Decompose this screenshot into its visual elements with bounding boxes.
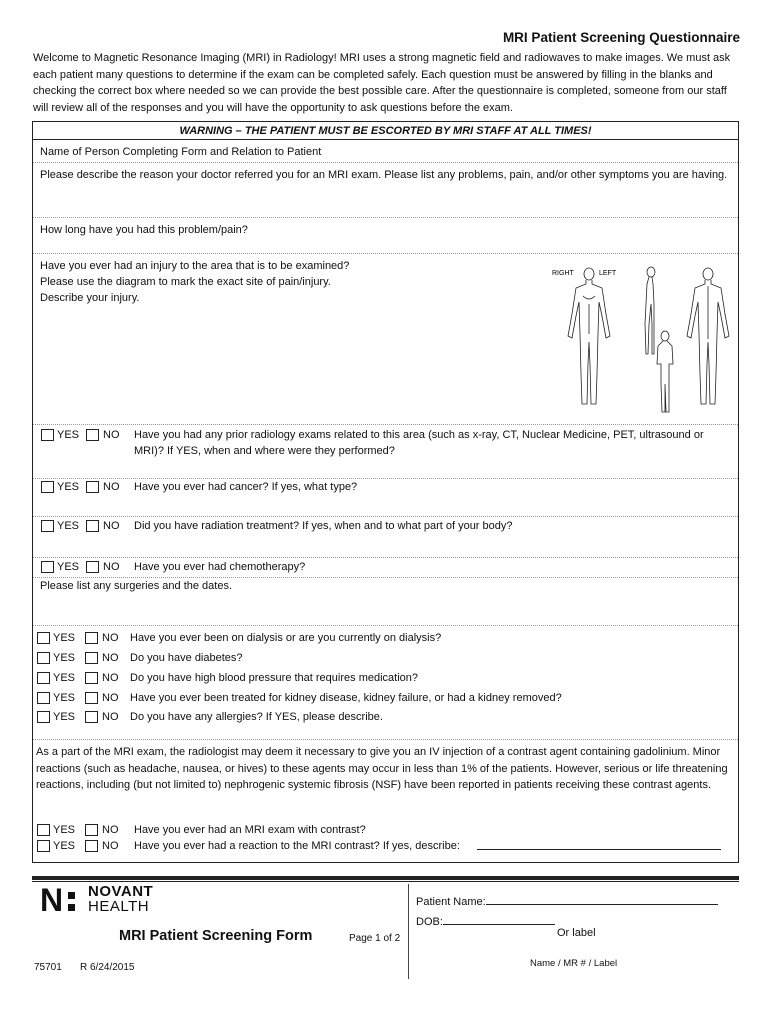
reaction-text: Have you ever had a reaction to the MRI contrast? If yes, describe: <box>134 840 460 852</box>
bp-text: Do you have high blood pressure that requires medication? <box>130 672 419 684</box>
yes-label: YES <box>57 561 80 573</box>
yes-label: YES <box>57 520 80 532</box>
small-figure <box>657 331 673 412</box>
radiation-text: Did you have radiation treatment? If yes, when and to what part of your body? <box>134 520 513 532</box>
logo-n-icon: N <box>40 882 63 918</box>
page-number: Page 1 of 2 <box>349 933 401 944</box>
allergies-answer-area[interactable] <box>33 709 738 740</box>
name-mr-label: Name / MR # / Label <box>530 958 618 969</box>
duration-section[interactable] <box>33 218 738 254</box>
novant-health-logo <box>40 884 170 916</box>
yes-label: YES <box>53 632 76 644</box>
side-figure <box>645 267 655 354</box>
patient-name-label: Patient Name: <box>416 896 486 908</box>
footer-divider-thick <box>32 876 739 880</box>
logo-text-novant: NOVANT <box>88 883 154 900</box>
or-label-text: Or label <box>557 927 596 939</box>
right-label: RIGHT <box>552 270 574 277</box>
logo-text-health: HEALTH <box>88 898 150 915</box>
dob-label: DOB: <box>416 916 443 928</box>
yes-label: YES <box>57 429 80 441</box>
back-figure <box>687 268 729 404</box>
no-label: NO <box>102 632 119 644</box>
dob-line[interactable] <box>443 914 555 925</box>
chemo-text: Have you ever had chemotherapy? <box>134 561 306 573</box>
yes-label: YES <box>53 652 76 664</box>
dialysis-no-checkbox[interactable] <box>85 632 98 644</box>
dob-field[interactable] <box>416 914 555 928</box>
surgeries-section[interactable] <box>33 578 738 626</box>
dialysis-text: Have you ever been on dialysis or are you currently on dialysis? <box>130 632 442 644</box>
front-figure <box>568 268 610 404</box>
cancer-answer-area[interactable] <box>33 479 738 517</box>
patient-name-line[interactable] <box>486 894 718 905</box>
surgeries-label: Please list any surgeries and the dates. <box>40 580 233 592</box>
no-label: NO <box>102 840 119 852</box>
yes-label: YES <box>53 824 76 836</box>
allergies-text: Do you have any allergies? If YES, please describe. <box>130 711 383 723</box>
body-diagram[interactable] <box>548 264 738 414</box>
diabetes-no-checkbox[interactable] <box>85 652 98 664</box>
no-label: NO <box>103 429 120 441</box>
cancer-text: Have you ever had cancer? If yes, what type? <box>134 481 358 493</box>
no-label: NO <box>103 481 120 493</box>
footer-divider-thin <box>32 881 739 882</box>
mri-contrast-yes-checkbox[interactable] <box>37 824 50 836</box>
no-label: NO <box>102 672 119 684</box>
yes-label: YES <box>53 692 76 704</box>
no-label: NO <box>102 652 119 664</box>
logo-dots-icon <box>68 892 76 912</box>
form-title: MRI Patient Screening Questionnaire <box>502 30 740 45</box>
injury-question: Have you ever had an injury to the area that is to be examined? <box>40 260 350 272</box>
questionnaire-box <box>32 121 739 863</box>
kidney-no-checkbox[interactable] <box>85 692 98 704</box>
yes-label: YES <box>53 711 76 723</box>
bp-no-checkbox[interactable] <box>85 672 98 684</box>
person-completing-section[interactable] <box>33 140 738 163</box>
duration-label: How long have you had this problem/pain? <box>40 224 248 236</box>
no-label: NO <box>103 520 120 532</box>
kidney-text: Have you ever been treated for kidney disease, kidney failure, or had a kidney removed? <box>130 692 562 704</box>
reason-label: Please describe the reason your doctor referred you for an MRI exam. Please list any problems, pain, and/or other symptoms you are having. <box>40 169 728 181</box>
no-label: NO <box>102 692 119 704</box>
contrast-agent-notice: As a part of the MRI exam, the radiologist may deem it necessary to give you an IV injection of a contrast agent containing gadolinium. Minor reactions (such as headache, nausea, or hives) to these agents may occur in less than 1% of the patients. However, serious or life threatening reactions, including (but not limited to) nephrogenic systemic fibrosis (NSF) have been reported in patients receiving these contrast agents. <box>36 746 728 791</box>
radiation-answer-area[interactable] <box>33 517 738 558</box>
chemo-answer-area[interactable] <box>33 558 738 578</box>
escort-warning: WARNING – THE PATIENT MUST BE ESCORTED BY MRI STAFF AT ALL TIMES! <box>33 122 738 140</box>
diabetes-text: Do you have diabetes? <box>130 652 243 664</box>
no-label: NO <box>102 824 119 836</box>
diagram-instruction: Please use the diagram to mark the exact site of pain/injury. <box>40 276 331 288</box>
reaction-yes-checkbox[interactable] <box>37 840 50 852</box>
intro-paragraph: Welcome to Magnetic Resonance Imaging (MRI) in Radiology! MRI uses a strong magnetic field and radiowaves to make images. We must ask each patient many questions to determine if the exam can be completed safely. Each question must be answered by filling in the blanks and checking the correct box where needed so we can provide the best possible care. After the questionnaire is completed, someone from our staff will review all of the responses and you will have the opportunity to ask questions before the exam. <box>33 52 731 114</box>
kidney-yes-checkbox[interactable] <box>37 692 50 704</box>
form-number: 75701 <box>34 962 62 973</box>
yes-label: YES <box>53 672 76 684</box>
dialysis-yes-checkbox[interactable] <box>37 632 50 644</box>
prior-exams-text: Have you had any prior radiology exams related to this area (such as x-ray, CT, Nuclear Medicine, PET, ultrasound or MRI)? If YES, when and where were they performed? <box>134 429 704 457</box>
bp-yes-checkbox[interactable] <box>37 672 50 684</box>
mri-contrast-no-checkbox[interactable] <box>85 824 98 836</box>
reaction-no-checkbox[interactable] <box>85 840 98 852</box>
reason-section[interactable] <box>33 163 738 218</box>
injury-section[interactable] <box>33 254 738 425</box>
patient-name-field[interactable] <box>416 894 718 908</box>
reaction-describe-line[interactable] <box>477 839 721 850</box>
yes-label: YES <box>53 840 76 852</box>
footer-form-name: MRI Patient Screening Form <box>119 928 313 944</box>
no-label: NO <box>103 561 120 573</box>
no-label: NO <box>102 711 119 723</box>
mri-contrast-text: Have you ever had an MRI exam with contrast? <box>134 824 366 836</box>
yes-label: YES <box>57 481 80 493</box>
left-label: LEFT <box>599 270 617 277</box>
revision-date: R 6/24/2015 <box>80 962 135 973</box>
person-completing-label: Name of Person Completing Form and Relation to Patient <box>40 146 322 158</box>
footer-vertical-divider <box>408 884 409 979</box>
diabetes-yes-checkbox[interactable] <box>37 652 50 664</box>
prior-exams-answer-area[interactable] <box>33 425 738 479</box>
describe-injury-label: Describe your injury. <box>40 292 140 304</box>
